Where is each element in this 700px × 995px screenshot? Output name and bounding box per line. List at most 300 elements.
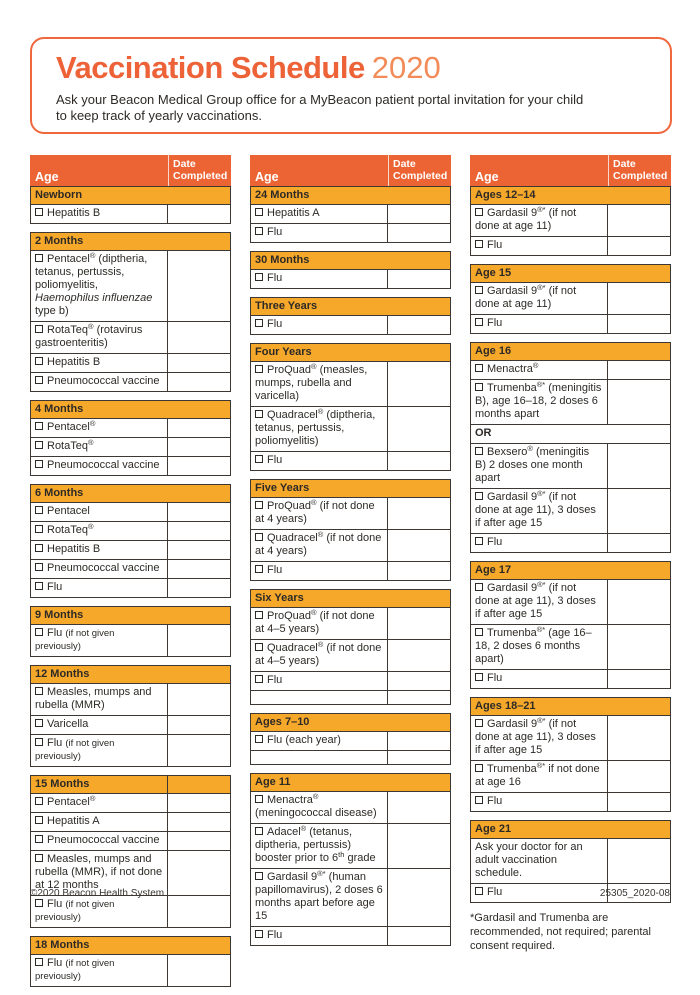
vaccine-label: ProQuad® (if not done at 4 years) [255, 498, 375, 525]
age-group-table [470, 264, 671, 334]
vaccine-label: Hepatitis B [47, 543, 101, 555]
vaccine-row [31, 321, 230, 353]
registered-mark: ® [87, 438, 94, 447]
registered-mark: ® [300, 824, 307, 833]
age-group-table [30, 232, 231, 392]
page-title-year: 2020 [371, 50, 441, 85]
checkbox-icon [35, 958, 43, 966]
vaccine-row [31, 353, 230, 372]
registered-mark: ® [532, 361, 539, 370]
schedule-column-3 [470, 155, 671, 953]
vaccine-cell [471, 444, 607, 488]
checkbox-icon [35, 506, 43, 514]
checkbox-icon [35, 687, 43, 695]
vaccine-label: Flu [487, 886, 503, 898]
vaccine-cell [31, 503, 167, 521]
vaccine-row [251, 451, 450, 470]
date-completed-cell [387, 672, 450, 690]
vaccine-label: Adacel® (tetanus, diptheria, pertussis) booster prior to 6th grade [255, 824, 376, 864]
vaccine-cell [31, 322, 167, 353]
vaccine-row [251, 823, 450, 868]
vaccine-label: Quadracel® (if not done at 4–5 years) [255, 640, 382, 667]
vaccine-row [31, 250, 230, 321]
checkbox-icon [475, 796, 483, 804]
checkbox-icon [255, 501, 263, 509]
vaccine-label: Ask your doctor for an adult vaccination schedule. [475, 841, 583, 879]
date-completed-cell [167, 579, 230, 597]
vaccine-label: Pneumococcal vaccine [47, 562, 160, 574]
registered-mark: ® [89, 419, 96, 428]
vaccine-cell [31, 438, 167, 456]
registered-mark: ®* [317, 869, 326, 878]
vaccine-row [31, 204, 230, 223]
vaccine-label: Flu (each year) [267, 734, 341, 746]
vaccine-label: (if not given previously) [35, 899, 115, 923]
date-completed-cell [167, 794, 230, 812]
page-footer [30, 888, 670, 899]
vaccine-cell [31, 419, 167, 437]
vaccine-cell [251, 640, 387, 671]
vaccine-cell [471, 839, 607, 883]
vaccine-label: Haemophilus influenzae [35, 292, 153, 304]
date-completed-cell [167, 716, 230, 734]
vaccine-label: Gardasil 9®* (if not done at age 11) [475, 205, 577, 232]
checkbox-icon [255, 410, 263, 418]
vaccine-label: Pentacel [47, 505, 90, 517]
checkbox-icon [35, 422, 43, 430]
vaccine-row [471, 669, 670, 688]
date-completed-cell [387, 691, 450, 704]
checkbox-icon [35, 816, 43, 824]
date-completed-cell [607, 761, 670, 792]
age-group-table [250, 297, 451, 335]
checkbox-icon [255, 675, 263, 683]
footer-document-code: 25305_2020-08 [599, 888, 670, 899]
checkbox-icon [475, 286, 483, 294]
date-completed-cell [167, 541, 230, 559]
vaccine-label: Measles, mumps and rubella (MMR) [35, 686, 152, 711]
date-completed-cell [607, 716, 670, 760]
vaccine-label: Flu [267, 454, 283, 466]
vaccine-row [31, 812, 230, 831]
date-completed-cell [387, 530, 450, 561]
vaccine-row [471, 838, 670, 883]
vaccine-label: Flu [267, 929, 283, 941]
vaccine-cell [31, 251, 167, 321]
checkbox-icon [35, 738, 43, 746]
checkbox-icon [35, 582, 43, 590]
age-group-header-date-cell [167, 776, 230, 793]
vaccine-row [31, 456, 230, 475]
date-completed-cell [607, 361, 670, 379]
vaccine-label: Flu [487, 317, 503, 329]
checkbox-icon [255, 872, 263, 880]
checkbox-icon [35, 441, 43, 449]
vaccine-cell [251, 224, 387, 242]
date-completed-cell [607, 839, 670, 883]
date-completed-cell [167, 560, 230, 578]
vaccine-row [31, 418, 230, 437]
vaccine-label: Gardasil 9®* (if not done at age 11), 3 doses if after age 15 [475, 489, 596, 529]
age-group-header: 12 Months [31, 666, 230, 683]
age-group-header: Ages 12–14 [471, 187, 670, 204]
vaccine-cell [31, 794, 167, 812]
vaccine-label: ProQuad® (measles, mumps, rubella and varicella) [255, 362, 368, 402]
vaccine-label: Hepatitis B [47, 207, 101, 219]
vaccine-row [471, 488, 670, 533]
date-completed-cell [607, 793, 670, 811]
age-group-header: Age 21 [471, 821, 670, 838]
vaccine-label: Quadracel® (diptheria, tetanus, pertussis, poliomyelitis) [255, 407, 376, 447]
age-group-header: 18 Months [31, 937, 230, 954]
age-group-table [250, 479, 451, 581]
date-completed-cell [167, 813, 230, 831]
page-title-text: Vaccination Schedule [56, 50, 365, 85]
checkbox-icon [35, 544, 43, 552]
date-completed-cell [607, 625, 670, 669]
vaccine-cell [251, 751, 387, 764]
vaccine-row [251, 497, 450, 529]
date-completed-cell [387, 270, 450, 288]
age-group-header: Age 17 [471, 562, 670, 579]
vaccine-cell [31, 522, 167, 540]
checkbox-icon [475, 673, 483, 681]
vaccine-row [471, 204, 670, 236]
vaccine-label: Flu [487, 672, 503, 684]
registered-mark: ® [311, 608, 317, 617]
age-group-header: Age 15 [471, 265, 670, 282]
vaccine-row [251, 561, 450, 580]
vaccine-row [471, 236, 670, 255]
date-completed-cell [167, 503, 230, 521]
age-group-header: Age 11 [251, 774, 450, 791]
checkbox-icon [255, 455, 263, 463]
date-completed-cell [607, 444, 670, 488]
vaccine-cell [471, 793, 607, 811]
vaccine-label: Quadracel® (if not done at 4 years) [255, 530, 382, 557]
date-completed-cell [167, 322, 230, 353]
vaccine-label: RotaTeq® [47, 522, 94, 536]
vaccine-cell [471, 580, 607, 624]
age-group-header: 4 Months [31, 401, 230, 418]
date-completed-cell [607, 580, 670, 624]
checkbox-icon [35, 376, 43, 384]
vaccine-label: (if not given previously) [35, 738, 115, 762]
date-completed-cell [167, 373, 230, 391]
vaccine-row [471, 314, 670, 333]
checkbox-icon [255, 565, 263, 573]
checkbox-icon [35, 835, 43, 843]
vaccine-cell [31, 625, 167, 656]
date-completed-cell [387, 205, 450, 223]
vaccine-row [31, 578, 230, 597]
vaccine-row [31, 715, 230, 734]
vaccine-label: Pentacel® [47, 419, 96, 433]
date-completed-cell [167, 896, 230, 927]
vaccine-cell [31, 735, 167, 766]
date-completed-cell [167, 832, 230, 850]
age-group-header: Five Years [251, 480, 450, 497]
registered-mark: ®* [536, 380, 546, 389]
vaccine-label: Flu [47, 627, 66, 639]
vaccine-row [31, 521, 230, 540]
checkbox-icon [475, 383, 483, 391]
vaccine-cell [471, 315, 607, 333]
vaccine-cell [251, 498, 387, 529]
checkbox-icon [35, 628, 43, 636]
date-completed-cell [387, 792, 450, 823]
vaccine-row [251, 926, 450, 945]
vaccine-label: Menactra® [487, 361, 539, 375]
date-completed-cell [167, 625, 230, 656]
checkbox-icon [35, 797, 43, 805]
vaccine-label: Flu [487, 795, 503, 807]
vaccine-row [251, 223, 450, 242]
vaccine-label: (if not given previously) [35, 958, 115, 982]
checkbox-icon [35, 357, 43, 365]
checkbox-icon [35, 460, 43, 468]
date-completed-cell [607, 205, 670, 236]
vaccine-row [251, 529, 450, 561]
checkbox-icon [35, 208, 43, 216]
age-group-header: Newborn [31, 187, 230, 204]
age-group-table [250, 589, 451, 705]
vaccine-row [471, 443, 670, 488]
age-group-header: 6 Months [31, 485, 230, 502]
age-group-table [470, 186, 671, 256]
date-completed-cell [387, 407, 450, 451]
date-completed-cell [387, 732, 450, 750]
vaccine-row [31, 372, 230, 391]
vaccine-cell [471, 237, 607, 255]
vaccine-cell [471, 534, 607, 552]
checkbox-icon [475, 240, 483, 248]
vaccine-cell [251, 824, 387, 868]
vaccine-label: Menactra® (meningococcal disease) [255, 792, 377, 819]
vaccine-label: Flu [267, 226, 283, 238]
registered-mark: ® [311, 362, 317, 371]
age-group-header: 9 Months [31, 607, 230, 624]
date-completed-cell [167, 354, 230, 372]
age-group-table [30, 484, 231, 598]
registered-mark: ® [312, 792, 319, 801]
checkbox-icon [255, 319, 263, 327]
checkbox-icon [255, 611, 263, 619]
date-completed-cell [387, 316, 450, 334]
vaccine-row [471, 282, 670, 314]
checkbox-icon [35, 854, 43, 862]
date-completed-cell [387, 608, 450, 639]
vaccine-row [31, 895, 230, 927]
vaccine-row [251, 639, 450, 671]
age-column-label: Age [255, 170, 279, 184]
date-completed-cell [167, 735, 230, 766]
ordinal-suffix: th [338, 850, 345, 859]
checkbox-icon [255, 273, 263, 281]
table-column-header [250, 155, 451, 186]
age-group-header: 24 Months [251, 187, 450, 204]
vaccine-label: Gardasil 9®* (human papillomavirus), 2 doses 6 months apart before age 15 [255, 869, 383, 922]
vaccine-label: Pneumococcal vaccine [47, 375, 160, 387]
date-completed-cell [607, 237, 670, 255]
age-group-header: Ages 18–21 [471, 698, 670, 715]
vaccine-cell [31, 684, 167, 715]
date-completed-cell [167, 955, 230, 986]
vaccine-cell [471, 361, 607, 379]
age-group-table [30, 606, 231, 657]
checkbox-icon [255, 930, 263, 938]
vaccine-row [471, 360, 670, 379]
registered-mark: ®* [537, 283, 546, 292]
vaccine-row [31, 683, 230, 715]
vaccine-row [31, 624, 230, 656]
vaccine-cell [31, 373, 167, 391]
registered-mark: ® [89, 251, 96, 260]
vaccine-label: Flu [267, 272, 283, 284]
age-group-table [30, 186, 231, 224]
vaccine-label: (if not given previously) [35, 628, 115, 652]
page-title [56, 50, 650, 86]
vaccine-label: Flu [487, 239, 503, 251]
vaccine-row [251, 607, 450, 639]
age-group-header: 2 Months [31, 233, 230, 250]
date-completed-cell [607, 315, 670, 333]
age-group-table [250, 773, 451, 946]
vaccine-cell [31, 205, 167, 223]
vaccine-label: Hepatitis A [267, 207, 320, 219]
registered-mark: ®* [536, 761, 546, 770]
vaccine-cell [251, 270, 387, 288]
date-completed-cell [387, 362, 450, 406]
checkbox-icon [255, 533, 263, 541]
vaccine-row [31, 793, 230, 812]
checkbox-icon [475, 764, 483, 772]
vaccine-cell [251, 672, 387, 690]
vaccine-label: type b) [35, 305, 69, 317]
empty-row [251, 690, 450, 704]
date-completed-column-label: Date Completed [388, 155, 451, 186]
date-completed-cell [167, 438, 230, 456]
checkbox-icon [255, 827, 263, 835]
registered-mark: ® [527, 444, 533, 453]
vaccine-cell [31, 560, 167, 578]
vaccine-row [251, 315, 450, 334]
vaccine-label: Trumenba®* if not done at age 16 [475, 761, 600, 788]
date-completed-cell [387, 224, 450, 242]
vaccine-label: Flu [267, 318, 283, 330]
age-column-label: Age [35, 170, 59, 184]
vaccine-cell [471, 283, 607, 314]
vaccine-cell [31, 457, 167, 475]
date-completed-cell [607, 380, 670, 424]
age-group-table [30, 775, 231, 928]
date-completed-cell [387, 751, 450, 764]
vaccine-row [31, 502, 230, 521]
vaccine-cell [251, 530, 387, 561]
vaccine-cell [31, 832, 167, 850]
checkbox-icon [35, 563, 43, 571]
vaccine-label: Flu [47, 957, 66, 969]
age-group-table [250, 186, 451, 243]
registered-mark: ® [317, 407, 324, 416]
vaccine-cell [471, 489, 607, 533]
vaccine-label: Flu [267, 674, 283, 686]
age-group-header: Ages 7–10 [251, 714, 450, 731]
vaccine-cell [251, 362, 387, 406]
vaccine-cell [31, 896, 167, 927]
date-completed-cell [167, 205, 230, 223]
vaccine-label: RotaTeq® (rotavirus gastroenteritis) [35, 322, 143, 349]
vaccine-cell [251, 927, 387, 945]
vaccine-label: Pentacel® (diptheria, tetanus, pertussis, poliomyelitis, [35, 251, 148, 291]
registered-mark: ® [89, 794, 96, 803]
checkbox-icon [35, 325, 43, 333]
vaccine-label: Flu [47, 581, 63, 593]
checkbox-icon [475, 492, 483, 500]
vaccine-row [31, 540, 230, 559]
vaccine-cell [471, 716, 607, 760]
vaccine-cell [251, 316, 387, 334]
vaccine-cell [251, 691, 387, 704]
schedule-column-1 [30, 155, 231, 995]
vaccine-label: Trumenba®* (meningitis B), age 16–18, 2 doses 6 months apart [475, 380, 602, 420]
date-completed-cell [167, 522, 230, 540]
age-group-header: Six Years [251, 590, 450, 607]
vaccine-cell [31, 541, 167, 559]
date-completed-column-label: Date Completed [608, 155, 671, 186]
age-group-table [250, 251, 451, 289]
table-column-header [470, 155, 671, 186]
footnote: *Gardasil and Trumenba are recommended, not required; parental consent required. [470, 912, 651, 952]
age-group-header [31, 776, 230, 793]
vaccine-label: Hepatitis A [47, 815, 100, 827]
checkbox-icon [255, 795, 263, 803]
vaccine-row [31, 734, 230, 766]
vaccine-label: Hepatitis B [47, 356, 101, 368]
vaccine-label: Pneumococcal vaccine [47, 834, 160, 846]
vaccine-cell [31, 716, 167, 734]
vaccine-cell [251, 452, 387, 470]
empty-row [251, 750, 450, 764]
checkbox-icon [35, 254, 43, 262]
date-completed-cell [607, 670, 670, 688]
age-group-table [30, 400, 231, 476]
age-group-header: Age 16 [471, 343, 670, 360]
checkbox-icon [475, 537, 483, 545]
registered-mark: ® [87, 522, 94, 531]
vaccine-cell [471, 761, 607, 792]
vaccine-label: Flu [487, 536, 503, 548]
age-group-table [30, 936, 231, 987]
vaccine-label: Gardasil 9®* (if not done at age 11), 3 doses if after age 15 [475, 580, 596, 620]
date-completed-cell [607, 489, 670, 533]
checkbox-icon [35, 525, 43, 533]
date-completed-cell [387, 824, 450, 868]
age-group-label: 15 Months [35, 778, 90, 790]
date-completed-cell [607, 534, 670, 552]
vaccine-label: Varicella [47, 718, 89, 730]
vaccine-cell [471, 625, 607, 669]
vaccine-row [471, 760, 670, 792]
date-completed-cell [387, 452, 450, 470]
date-completed-cell [167, 457, 230, 475]
vaccine-label: Measles, mumps and rubella (MMR), if not done at 12 months [35, 853, 163, 891]
vaccine-label: ProQuad® (if not done at 4–5 years) [255, 608, 375, 635]
checkbox-icon [255, 227, 263, 235]
vaccine-cell [471, 380, 607, 424]
date-completed-column-label: Date Completed [168, 155, 231, 186]
checkbox-icon [255, 735, 263, 743]
